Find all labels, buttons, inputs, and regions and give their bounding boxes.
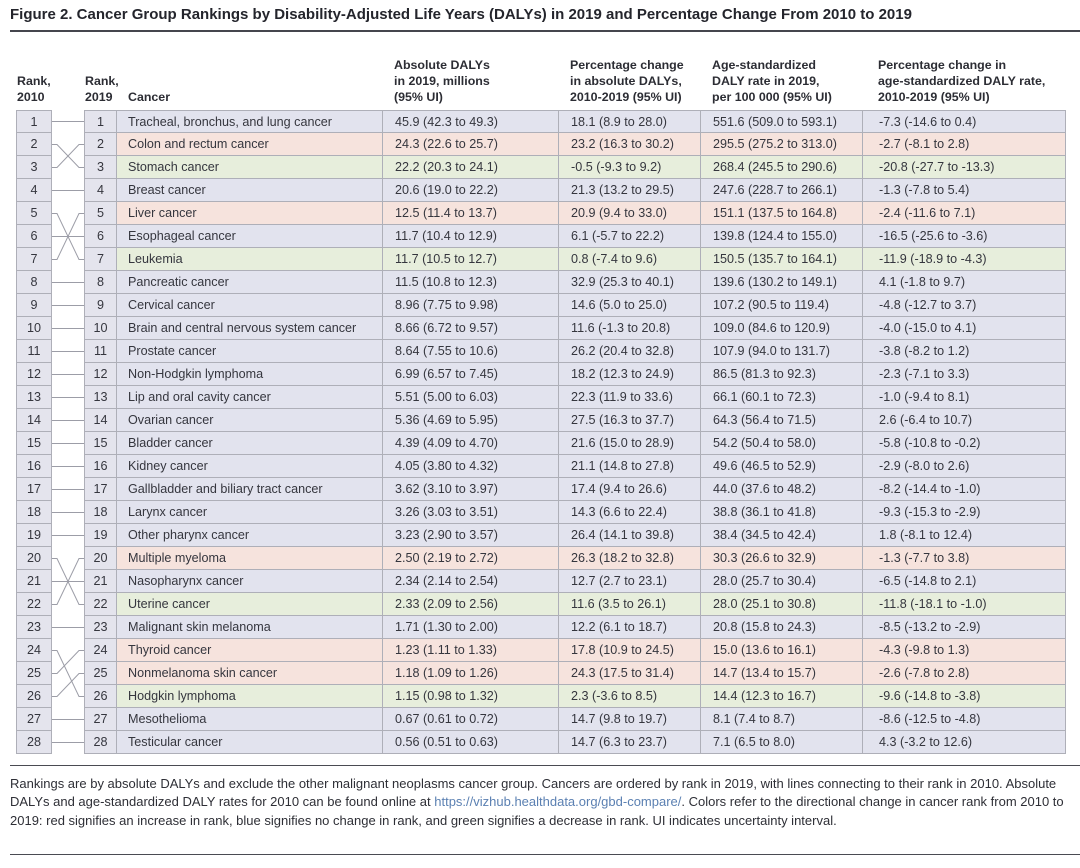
table-row (16, 156, 1066, 179)
rank-2010-cell: 8 (16, 271, 52, 294)
absolute-dalys-cell: 0.56 (0.51 to 0.63) (382, 731, 558, 754)
rank-2019-cell: 12 (84, 363, 117, 386)
table-row (16, 731, 1066, 754)
pct-change-age-std-cell: -7.3 (-14.6 to 0.4) (862, 110, 1066, 133)
table-row (16, 340, 1066, 363)
header-line: Cancer (128, 90, 171, 105)
pct-change-abs-cell: 24.3 (17.5 to 31.4) (558, 662, 700, 685)
absolute-dalys-cell: 11.7 (10.5 to 12.7) (382, 248, 558, 271)
cancer-name-cell: Larynx cancer (117, 501, 382, 524)
age-std-rate-cell: 54.2 (50.4 to 58.0) (700, 432, 862, 455)
pct-change-age-std-cell: -3.8 (-8.2 to 1.2) (862, 340, 1066, 363)
pct-change-age-std-cell: 4.3 (-3.2 to 12.6) (862, 731, 1066, 754)
absolute-dalys-cell: 3.23 (2.90 to 3.57) (382, 524, 558, 547)
age-std-rate-cell: 64.3 (56.4 to 71.5) (700, 409, 862, 432)
rank-2010-cell: 21 (16, 570, 52, 593)
pct-change-age-std-cell: -2.6 (-7.8 to 2.8) (862, 662, 1066, 685)
pct-change-age-std-cell: 1.8 (-8.1 to 12.4) (862, 524, 1066, 547)
pct-change-age-std-cell: -9.6 (-14.8 to -3.8) (862, 685, 1066, 708)
rank-2010-cell: 2 (16, 133, 52, 156)
absolute-dalys-cell: 4.05 (3.80 to 4.32) (382, 455, 558, 478)
cancer-name-cell: Thyroid cancer (117, 639, 382, 662)
rank-2019-cell: 8 (84, 271, 117, 294)
pct-change-abs-cell: 11.6 (-1.3 to 20.8) (558, 317, 700, 340)
absolute-dalys-cell: 4.39 (4.09 to 4.70) (382, 432, 558, 455)
pct-change-abs-cell: 26.3 (18.2 to 32.8) (558, 547, 700, 570)
pct-change-abs-cell: 11.6 (3.5 to 26.1) (558, 593, 700, 616)
header-line: in absolute DALYs, (570, 74, 682, 89)
rank-2010-cell: 12 (16, 363, 52, 386)
column-header-rank-2019 (85, 74, 119, 106)
absolute-dalys-cell: 22.2 (20.3 to 24.1) (382, 156, 558, 179)
absolute-dalys-cell: 2.50 (2.19 to 2.72) (382, 547, 558, 570)
pct-change-age-std-cell: 2.6 (-6.4 to 10.7) (862, 409, 1066, 432)
pct-change-age-std-cell: -8.5 (-13.2 to -2.9) (862, 616, 1066, 639)
rank-2010-cell: 26 (16, 685, 52, 708)
cancer-name-cell: Testicular cancer (117, 731, 382, 754)
rank-connector-line (52, 651, 84, 674)
age-std-rate-cell: 15.0 (13.6 to 16.1) (700, 639, 862, 662)
rank-2010-cell: 17 (16, 478, 52, 501)
age-std-rate-cell: 551.6 (509.0 to 593.1) (700, 110, 862, 133)
age-std-rate-cell: 247.6 (228.7 to 266.1) (700, 179, 862, 202)
header-line: 2010-2019 (95% UI) (570, 90, 682, 105)
age-std-rate-cell: 30.3 (26.6 to 32.9) (700, 547, 862, 570)
table-row (16, 271, 1066, 294)
pct-change-abs-cell: 17.4 (9.4 to 26.6) (558, 478, 700, 501)
rank-2019-cell: 10 (84, 317, 117, 340)
rank-2019-cell: 14 (84, 409, 117, 432)
pct-change-age-std-cell: -2.9 (-8.0 to 2.6) (862, 455, 1066, 478)
absolute-dalys-cell: 1.18 (1.09 to 1.26) (382, 662, 558, 685)
pct-change-abs-cell: 26.2 (20.4 to 32.8) (558, 340, 700, 363)
cancer-name-cell: Other pharynx cancer (117, 524, 382, 547)
table-row (16, 409, 1066, 432)
pct-change-abs-cell: 18.1 (8.9 to 28.0) (558, 110, 700, 133)
age-std-rate-cell: 268.4 (245.5 to 290.6) (700, 156, 862, 179)
rank-2010-cell: 18 (16, 501, 52, 524)
cancer-name-cell: Brain and central nervous system cancer (117, 317, 382, 340)
rank-2010-cell: 20 (16, 547, 52, 570)
header-line: 2019 (85, 90, 113, 105)
pct-change-abs-cell: 26.4 (14.1 to 39.8) (558, 524, 700, 547)
table-body (16, 110, 1066, 754)
header-line: DALY rate in 2019, (712, 74, 820, 89)
age-std-rate-cell: 139.8 (124.4 to 155.0) (700, 225, 862, 248)
footnote-text-2: . Colors refer to the directional change in cancer rank from 2010 to 2019: red signifies an increase in rank, blue signifies no change in rank, and green signifies a decrease in rank. UI indicates uncertainty interval. (10, 794, 1064, 828)
age-std-rate-cell: 151.1 (137.5 to 164.8) (700, 202, 862, 225)
table-row (16, 708, 1066, 731)
table-row (16, 133, 1066, 156)
rank-2019-cell: 26 (84, 685, 117, 708)
cancer-name-cell: Kidney cancer (117, 455, 382, 478)
rank-2019-cell: 2 (84, 133, 117, 156)
age-std-rate-cell: 107.2 (90.5 to 119.4) (700, 294, 862, 317)
table-row (16, 363, 1066, 386)
pct-change-age-std-cell: -6.5 (-14.8 to 2.1) (862, 570, 1066, 593)
pct-change-age-std-cell: -5.8 (-10.8 to -0.2) (862, 432, 1066, 455)
age-std-rate-cell: 38.4 (34.5 to 42.4) (700, 524, 862, 547)
pct-change-abs-cell: 12.7 (2.7 to 23.1) (558, 570, 700, 593)
age-std-rate-cell: 28.0 (25.1 to 30.8) (700, 593, 862, 616)
table-row (16, 547, 1066, 570)
cancer-name-cell: Nonmelanoma skin cancer (117, 662, 382, 685)
cancer-name-cell: Uterine cancer (117, 593, 382, 616)
table-row (16, 248, 1066, 271)
table-row (16, 478, 1066, 501)
rank-2010-cell: 9 (16, 294, 52, 317)
absolute-dalys-cell: 12.5 (11.4 to 13.7) (382, 202, 558, 225)
table-row (16, 616, 1066, 639)
table-row (16, 570, 1066, 593)
rank-2010-cell: 3 (16, 156, 52, 179)
pct-change-age-std-cell: -9.3 (-15.3 to -2.9) (862, 501, 1066, 524)
pct-change-abs-cell: 21.6 (15.0 to 28.9) (558, 432, 700, 455)
cancer-name-cell: Gallbladder and biliary tract cancer (117, 478, 382, 501)
table-row (16, 179, 1066, 202)
absolute-dalys-cell: 1.15 (0.98 to 1.32) (382, 685, 558, 708)
age-std-rate-cell: 14.4 (12.3 to 16.7) (700, 685, 862, 708)
cancer-name-cell: Prostate cancer (117, 340, 382, 363)
pct-change-abs-cell: 20.9 (9.4 to 33.0) (558, 202, 700, 225)
absolute-dalys-cell: 20.6 (19.0 to 22.2) (382, 179, 558, 202)
absolute-dalys-cell: 3.26 (3.03 to 3.51) (382, 501, 558, 524)
cancer-name-cell: Pancreatic cancer (117, 271, 382, 294)
pct-change-age-std-cell: -8.6 (-12.5 to -4.8) (862, 708, 1066, 731)
age-std-rate-cell: 107.9 (94.0 to 131.7) (700, 340, 862, 363)
rank-2010-cell: 7 (16, 248, 52, 271)
rank-2010-cell: 10 (16, 317, 52, 340)
age-std-rate-cell: 8.1 (7.4 to 8.7) (700, 708, 862, 731)
table-row (16, 593, 1066, 616)
figure-footnote (10, 775, 1068, 830)
table-row (16, 639, 1066, 662)
cancer-name-cell: Leukemia (117, 248, 382, 271)
pct-change-abs-cell: 2.3 (-3.6 to 8.5) (558, 685, 700, 708)
rank-connector-line (52, 674, 84, 697)
header-line: Rank, (17, 74, 51, 89)
age-std-rate-cell: 20.8 (15.8 to 24.3) (700, 616, 862, 639)
age-std-rate-cell: 295.5 (275.2 to 313.0) (700, 133, 862, 156)
pct-change-abs-cell: 18.2 (12.3 to 24.9) (558, 363, 700, 386)
rank-2019-cell: 4 (84, 179, 117, 202)
rank-2019-cell: 27 (84, 708, 117, 731)
table-row (16, 317, 1066, 340)
absolute-dalys-cell: 2.34 (2.14 to 2.54) (382, 570, 558, 593)
cancer-name-cell: Esophageal cancer (117, 225, 382, 248)
absolute-dalys-cell: 11.7 (10.4 to 12.9) (382, 225, 558, 248)
rank-2019-cell: 16 (84, 455, 117, 478)
cancer-name-cell: Multiple myeloma (117, 547, 382, 570)
figure-title: Figure 2. Cancer Group Rankings by Disability-Adjusted Life Years (DALYs) in 2019 and Percentage Change From 2010 to 2019 (10, 6, 912, 23)
pct-change-abs-cell: 0.8 (-7.4 to 9.6) (558, 248, 700, 271)
age-std-rate-cell: 28.0 (25.7 to 30.4) (700, 570, 862, 593)
table-row (16, 294, 1066, 317)
cancer-name-cell: Stomach cancer (117, 156, 382, 179)
header-line: Rank, (85, 74, 119, 89)
header-line: 2010-2019 (95% UI) (878, 90, 990, 105)
rank-2019-cell: 17 (84, 478, 117, 501)
rank-2010-cell: 13 (16, 386, 52, 409)
pct-change-abs-cell: 22.3 (11.9 to 33.6) (558, 386, 700, 409)
rank-2019-cell: 22 (84, 593, 117, 616)
absolute-dalys-cell: 6.99 (6.57 to 7.45) (382, 363, 558, 386)
header-line: Percentage change in (878, 58, 1007, 73)
rank-2010-cell: 27 (16, 708, 52, 731)
cancer-name-cell: Mesothelioma (117, 708, 382, 731)
absolute-dalys-cell: 1.71 (1.30 to 2.00) (382, 616, 558, 639)
column-header-pct-change-age-standardized (878, 58, 1045, 106)
rank-2019-cell: 18 (84, 501, 117, 524)
pct-change-age-std-cell: -4.3 (-9.8 to 1.3) (862, 639, 1066, 662)
column-header-pct-change-absolute (570, 58, 684, 106)
pct-change-abs-cell: 14.7 (9.8 to 19.7) (558, 708, 700, 731)
age-std-rate-cell: 38.8 (36.1 to 41.8) (700, 501, 862, 524)
pct-change-abs-cell: 21.1 (14.8 to 27.8) (558, 455, 700, 478)
age-std-rate-cell: 66.1 (60.1 to 72.3) (700, 386, 862, 409)
table-row (16, 685, 1066, 708)
rank-2010-cell: 24 (16, 639, 52, 662)
age-std-rate-cell: 86.5 (81.3 to 92.3) (700, 363, 862, 386)
rank-2019-cell: 19 (84, 524, 117, 547)
pct-change-age-std-cell: -1.3 (-7.7 to 3.8) (862, 547, 1066, 570)
absolute-dalys-cell: 3.62 (3.10 to 3.97) (382, 478, 558, 501)
table-row (16, 432, 1066, 455)
pct-change-abs-cell: 14.3 (6.6 to 22.4) (558, 501, 700, 524)
table-row (16, 386, 1066, 409)
rank-2010-cell: 28 (16, 731, 52, 754)
table-row (16, 524, 1066, 547)
header-line: (95% UI) (394, 90, 443, 105)
absolute-dalys-cell: 8.96 (7.75 to 9.98) (382, 294, 558, 317)
rank-2019-cell: 1 (84, 110, 117, 133)
rank-2019-cell: 3 (84, 156, 117, 179)
cancer-name-cell: Breast cancer (117, 179, 382, 202)
rank-2010-cell: 22 (16, 593, 52, 616)
rank-2019-cell: 24 (84, 639, 117, 662)
rank-2010-cell: 19 (16, 524, 52, 547)
table-row (16, 202, 1066, 225)
header-line: Age-standardized (712, 58, 816, 73)
cancer-name-cell: Nasopharynx cancer (117, 570, 382, 593)
pct-change-age-std-cell: 4.1 (-1.8 to 9.7) (862, 271, 1066, 294)
column-header-rank-2010 (17, 74, 51, 106)
pct-change-abs-cell: 27.5 (16.3 to 37.7) (558, 409, 700, 432)
pct-change-age-std-cell: -16.5 (-25.6 to -3.6) (862, 225, 1066, 248)
table-row (16, 501, 1066, 524)
table-row (16, 455, 1066, 478)
rank-2010-cell: 11 (16, 340, 52, 363)
cancer-name-cell: Liver cancer (117, 202, 382, 225)
rank-2019-cell: 23 (84, 616, 117, 639)
pct-change-abs-cell: -0.5 (-9.3 to 9.2) (558, 156, 700, 179)
rank-2019-cell: 20 (84, 547, 117, 570)
age-std-rate-cell: 49.6 (46.5 to 52.9) (700, 455, 862, 478)
pct-change-age-std-cell: -4.0 (-15.0 to 4.1) (862, 317, 1066, 340)
cancer-name-cell: Malignant skin melanoma (117, 616, 382, 639)
rank-2010-cell: 5 (16, 202, 52, 225)
rank-2010-cell: 25 (16, 662, 52, 685)
cancer-name-cell: Lip and oral cavity cancer (117, 386, 382, 409)
age-std-rate-cell: 7.1 (6.5 to 8.0) (700, 731, 862, 754)
pct-change-age-std-cell: -8.2 (-14.4 to -1.0) (862, 478, 1066, 501)
absolute-dalys-cell: 8.66 (6.72 to 9.57) (382, 317, 558, 340)
header-line: Percentage change (570, 58, 684, 73)
pct-change-age-std-cell: -4.8 (-12.7 to 3.7) (862, 294, 1066, 317)
absolute-dalys-cell: 5.36 (4.69 to 5.95) (382, 409, 558, 432)
rank-2019-cell: 6 (84, 225, 117, 248)
pct-change-abs-cell: 14.6 (5.0 to 25.0) (558, 294, 700, 317)
pct-change-abs-cell: 17.8 (10.9 to 24.5) (558, 639, 700, 662)
rank-2019-cell: 21 (84, 570, 117, 593)
pct-change-age-std-cell: -2.7 (-8.1 to 2.8) (862, 133, 1066, 156)
rank-2010-cell: 15 (16, 432, 52, 455)
rank-2019-cell: 7 (84, 248, 117, 271)
rank-2019-cell: 5 (84, 202, 117, 225)
age-std-rate-cell: 139.6 (130.2 to 149.1) (700, 271, 862, 294)
pct-change-abs-cell: 32.9 (25.3 to 40.1) (558, 271, 700, 294)
cancer-name-cell: Colon and rectum cancer (117, 133, 382, 156)
cancer-name-cell: Non-Hodgkin lymphoma (117, 363, 382, 386)
absolute-dalys-cell: 2.33 (2.09 to 2.56) (382, 593, 558, 616)
table-row (16, 110, 1066, 133)
rank-2010-cell: 14 (16, 409, 52, 432)
absolute-dalys-cell: 1.23 (1.11 to 1.33) (382, 639, 558, 662)
column-header-cancer (128, 90, 170, 106)
title-divider (10, 30, 1080, 32)
footnote-divider (10, 765, 1080, 766)
bottom-rule (10, 854, 1080, 855)
table-row (16, 225, 1066, 248)
absolute-dalys-cell: 24.3 (22.6 to 25.7) (382, 133, 558, 156)
pct-change-age-std-cell: -11.8 (-18.1 to -1.0) (862, 593, 1066, 616)
cancer-name-cell: Cervical cancer (117, 294, 382, 317)
pct-change-age-std-cell: -20.8 (-27.7 to -13.3) (862, 156, 1066, 179)
pct-change-abs-cell: 6.1 (-5.7 to 22.2) (558, 225, 700, 248)
age-std-rate-cell: 44.0 (37.6 to 48.2) (700, 478, 862, 501)
header-line: per 100 000 (95% UI) (712, 90, 832, 105)
header-line: age-standardized DALY rate, (878, 74, 1046, 89)
rank-2019-cell: 28 (84, 731, 117, 754)
pct-change-age-std-cell: -2.4 (-11.6 to 7.1) (862, 202, 1066, 225)
age-std-rate-cell: 109.0 (84.6 to 120.9) (700, 317, 862, 340)
column-header-absolute-dalys (394, 58, 490, 106)
table-row (16, 662, 1066, 685)
rank-2019-cell: 13 (84, 386, 117, 409)
footnote-text-1: Rankings are by absolute DALYs and exclude the other malignant neoplasms cancer group. Cancers are ordered by rank in 2019, with lines connecting to their rank in 2010. Absolute DALYs and age-standardized DALY rates for 2010 can be found online at (10, 776, 1057, 810)
rank-2010-cell: 16 (16, 455, 52, 478)
cancer-name-cell: Ovarian cancer (117, 409, 382, 432)
age-std-rate-cell: 150.5 (135.7 to 164.1) (700, 248, 862, 271)
header-line: Absolute DALYs (394, 58, 490, 73)
cancer-name-cell: Bladder cancer (117, 432, 382, 455)
rank-2019-cell: 25 (84, 662, 117, 685)
header-line: in 2019, millions (394, 74, 490, 89)
rank-connector-line (52, 145, 84, 168)
pct-change-abs-cell: 12.2 (6.1 to 18.7) (558, 616, 700, 639)
pct-change-age-std-cell: -1.3 (-7.8 to 5.4) (862, 179, 1066, 202)
column-header-age-standardized-rate (712, 58, 832, 106)
pct-change-age-std-cell: -1.0 (-9.4 to 8.1) (862, 386, 1066, 409)
pct-change-abs-cell: 21.3 (13.2 to 29.5) (558, 179, 700, 202)
pct-change-age-std-cell: -11.9 (-18.9 to -4.3) (862, 248, 1066, 271)
rank-2019-cell: 11 (84, 340, 117, 363)
rank-2010-cell: 23 (16, 616, 52, 639)
rank-2010-cell: 6 (16, 225, 52, 248)
pct-change-abs-cell: 14.7 (6.3 to 23.7) (558, 731, 700, 754)
rank-connector-lines (52, 110, 84, 754)
rank-2019-cell: 9 (84, 294, 117, 317)
header-line: 2010 (17, 90, 45, 105)
gbd-compare-link[interactable]: https://vizhub.healthdata.org/gbd-compare/ (434, 794, 682, 810)
pct-change-age-std-cell: -2.3 (-7.1 to 3.3) (862, 363, 1066, 386)
absolute-dalys-cell: 11.5 (10.8 to 12.3) (382, 271, 558, 294)
pct-change-abs-cell: 23.2 (16.3 to 30.2) (558, 133, 700, 156)
rank-2010-cell: 1 (16, 110, 52, 133)
cancer-name-cell: Tracheal, bronchus, and lung cancer (117, 110, 382, 133)
absolute-dalys-cell: 45.9 (42.3 to 49.3) (382, 110, 558, 133)
absolute-dalys-cell: 0.67 (0.61 to 0.72) (382, 708, 558, 731)
absolute-dalys-cell: 5.51 (5.00 to 6.03) (382, 386, 558, 409)
rank-2010-cell: 4 (16, 179, 52, 202)
cancer-name-cell: Hodgkin lymphoma (117, 685, 382, 708)
rank-2019-cell: 15 (84, 432, 117, 455)
absolute-dalys-cell: 8.64 (7.55 to 10.6) (382, 340, 558, 363)
age-std-rate-cell: 14.7 (13.4 to 15.7) (700, 662, 862, 685)
